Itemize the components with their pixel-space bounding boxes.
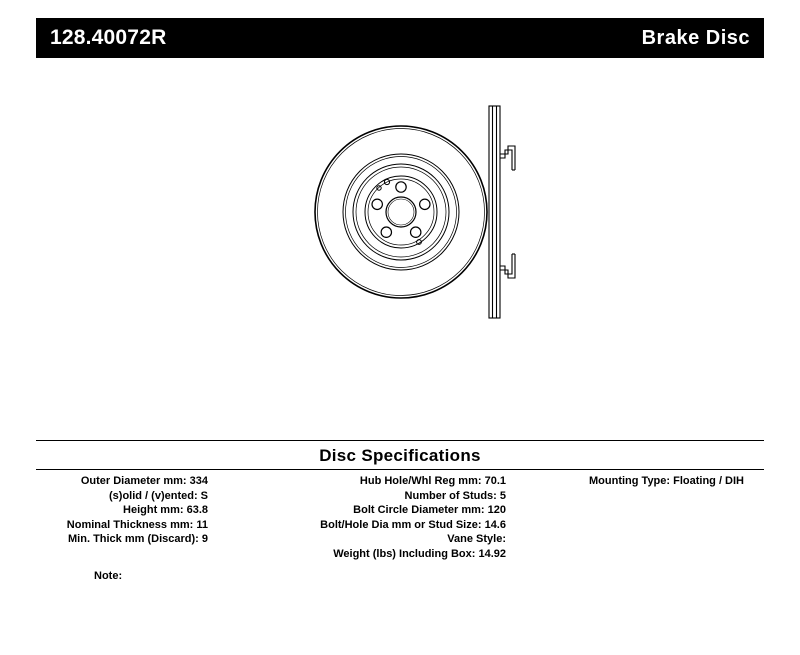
- header-bar: [36, 18, 764, 58]
- spec-item: Height mm: 63.8: [123, 504, 208, 516]
- spec-columns: [36, 474, 764, 561]
- spec-item: Hub Hole/Whl Reg mm: 70.1: [359, 475, 506, 487]
- spec-title-divider: [36, 469, 764, 470]
- spec-item: Bolt/Hole Dia mm or Stud Size: 14.6: [320, 518, 506, 531]
- product-type-label: Brake Disc: [641, 26, 750, 49]
- spec-top-divider: [36, 440, 764, 441]
- spec-column-middle: [216, 474, 516, 561]
- rotor-edge-view: [468, 98, 538, 333]
- spec-column-left: [36, 474, 216, 547]
- spec-item: (s)olid / (v)ented: S: [109, 489, 208, 502]
- spec-item: Nominal Thickness mm: 11: [66, 518, 208, 531]
- rotor-edge-svg: [468, 98, 538, 328]
- spec-title: Disc Specifications: [319, 446, 481, 465]
- part-number: 128.40072R: [50, 26, 167, 49]
- spec-item: Min. Thick mm (Discard): 9: [68, 533, 208, 545]
- spec-item: Weight (lbs) Including Box: 14.92: [333, 547, 506, 560]
- spec-title-bar: [36, 444, 764, 468]
- spec-item: Vane Style:: [447, 533, 506, 545]
- note-label: Note:: [94, 570, 123, 582]
- product-drawing: [36, 70, 764, 420]
- spec-item: Mounting Type: Floating / DIH: [589, 475, 744, 487]
- spec-column-right: [516, 474, 764, 489]
- spec-item: Outer Diameter mm: 334: [80, 475, 208, 487]
- note-row: [36, 570, 764, 582]
- spec-item: Bolt Circle Diameter mm: 120: [353, 504, 506, 516]
- spec-item: Number of Studs: 5: [404, 489, 506, 502]
